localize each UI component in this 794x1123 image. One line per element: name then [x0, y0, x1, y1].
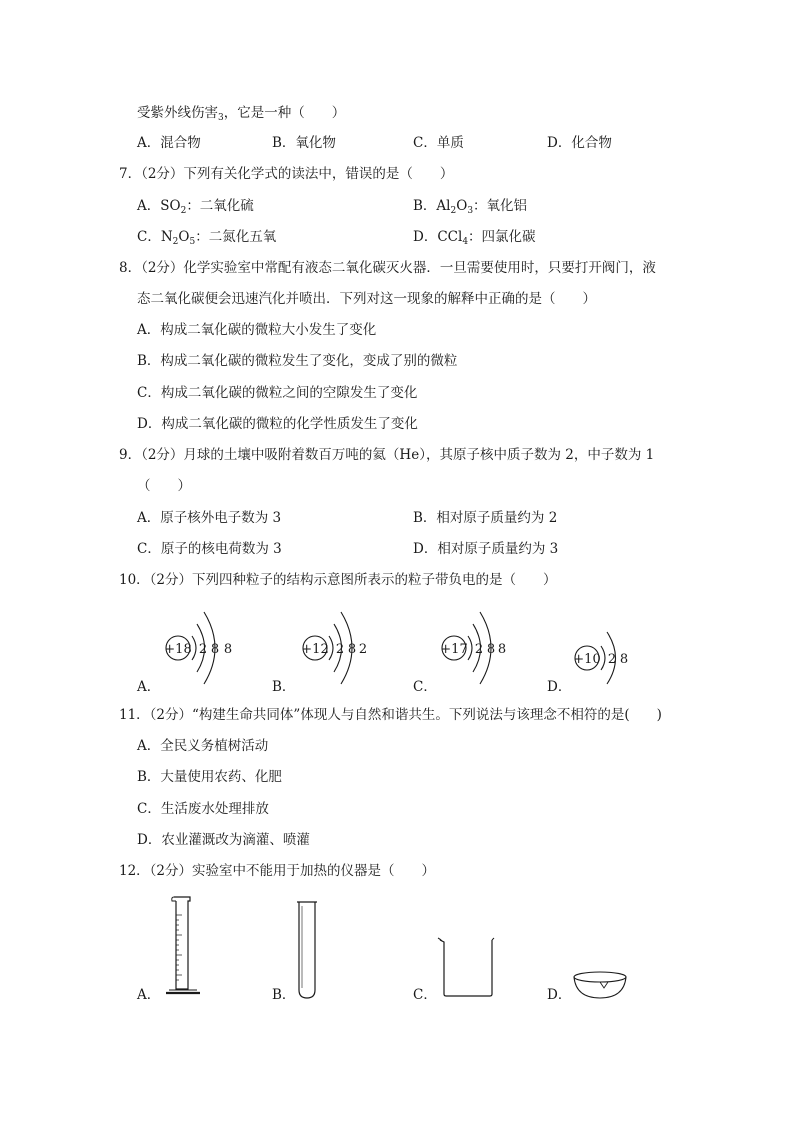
- q7-option-a[interactable]: [137, 197, 254, 215]
- q9-stem-line2: （ ）: [137, 478, 191, 494]
- electron-shell-arc: [468, 636, 472, 660]
- q9-option-d[interactable]: D．相对原子质量约为 3: [413, 541, 559, 557]
- q6-option-a[interactable]: A．混合物: [137, 135, 201, 151]
- q6-continuation: [137, 104, 345, 122]
- q7-b-sub2: 3: [467, 206, 474, 216]
- q7-d-pre: D．CCl: [413, 229, 463, 245]
- evaporating-dish-icon: [570, 968, 632, 1004]
- q6-cont-sub: 3: [218, 113, 224, 123]
- q7-b-post: ：氧化铝: [473, 198, 528, 214]
- q11-option-d[interactable]: D．农业灌溉改为滴灌、喷灌: [137, 832, 310, 848]
- shell-electrons: 8: [619, 652, 629, 667]
- q7-d-sub: 4: [462, 237, 469, 247]
- q8-stem-line2: 态二氧化碳便会迅速汽化并喷出．下列对这一现象的解释中正确的是（ ）: [137, 291, 596, 307]
- q7-c-pre: C．N: [137, 229, 173, 245]
- q7-a-pre: A．SO: [137, 198, 181, 214]
- q10-option-c-label[interactable]: C．: [413, 679, 437, 695]
- q10-option-b-label[interactable]: B．: [272, 679, 296, 695]
- q8-option-a[interactable]: A．构成二氧化碳的微粒大小发生了变化: [137, 322, 377, 338]
- q12-stem: 12．（2分）实验室中不能用于加热的仪器是（ ）: [119, 863, 436, 879]
- atom-diagram-b: [297, 600, 397, 690]
- q11-stem: 11．（2分）“构建生命共同体”体现人与自然和谐共生。下列说法与该理念不相符的是( ): [119, 707, 662, 723]
- shell-electrons: 2: [358, 642, 368, 657]
- q9-option-b[interactable]: B．相对原子质量约为 2: [413, 510, 558, 526]
- q8-option-c[interactable]: C．构成二氧化碳的微粒之间的空隙发生了变化: [137, 385, 418, 401]
- shell-electrons: 2: [198, 642, 208, 657]
- atom-diagram-d: [572, 612, 662, 692]
- q9-stem-line1: 9．（2分）月球的土壤中吸附着数百万吨的氦（He），其原子核中质子数为 2，中子数为 1: [119, 447, 655, 463]
- nucleus-charge: +18: [164, 642, 192, 657]
- q11-option-b[interactable]: B．大量使用农药、化肥: [137, 769, 282, 785]
- shell-electrons: 8: [223, 642, 233, 657]
- q12-option-c-label[interactable]: C．: [413, 987, 437, 1003]
- q7-c-post: ：二氮化五氧: [195, 229, 277, 245]
- shell-electrons: 2: [335, 642, 345, 657]
- test-tube-icon: [292, 898, 322, 1002]
- electron-shell-arc: [329, 636, 333, 660]
- q7-c-sub1: 2: [172, 237, 179, 247]
- q10-option-a-label[interactable]: A．: [137, 679, 161, 695]
- q12-option-d-label[interactable]: D．: [547, 987, 572, 1003]
- q6-option-b[interactable]: B．氧化物: [272, 135, 336, 151]
- shell-electrons: 8: [347, 642, 357, 657]
- q9-option-a[interactable]: A．原子核外电子数为 3: [137, 510, 282, 526]
- nucleus-charge: +10: [573, 652, 601, 667]
- shell-electrons: 2: [474, 642, 484, 657]
- electron-shell-arc: [192, 636, 196, 660]
- q12-option-b-label[interactable]: B．: [272, 987, 296, 1003]
- q7-stem: 7．（2分）下列有关化学式的读法中，错误的是（ ）: [119, 166, 454, 182]
- q7-b-pre: B．Al: [413, 198, 451, 214]
- shell-electrons: 8: [210, 642, 220, 657]
- q7-c-sub2: 5: [189, 237, 196, 247]
- atom-diagram-c: [436, 600, 536, 690]
- q8-option-b[interactable]: B．构成二氧化碳的微粒发生了变化，变成了别的微粒: [137, 353, 458, 369]
- q7-a-post: ：二氧化硫: [186, 198, 254, 214]
- q7-b-sub1: 2: [450, 206, 457, 216]
- shell-electrons: 8: [497, 642, 507, 657]
- graduated-cylinder-icon: [160, 893, 208, 1003]
- q6-option-d[interactable]: D．化合物: [547, 135, 612, 151]
- q10-option-d-label[interactable]: D．: [547, 679, 572, 695]
- q12-option-a-label[interactable]: A．: [137, 987, 161, 1003]
- electron-shell-arc: [601, 646, 605, 670]
- q7-option-d[interactable]: [413, 228, 536, 246]
- shell-electrons: 8: [486, 642, 496, 657]
- beaker-icon: [436, 936, 498, 1000]
- q11-option-c[interactable]: C．生活废水处理排放: [137, 801, 269, 817]
- atom-diagram-a: [160, 600, 260, 690]
- q7-option-c[interactable]: [137, 228, 276, 246]
- q8-stem-line1: 8．（2分）化学实验室中常配有液态二氧化碳灭火器．一旦需要使用时，只要打开阀门，液: [119, 260, 656, 276]
- q7-a-sub: 2: [180, 206, 187, 216]
- q11-option-a[interactable]: A．全民义务植树活动: [137, 738, 269, 754]
- q10-stem: 10．（2分）下列四种粒子的结构示意图所表示的粒子带负电的是（ ）: [119, 572, 557, 588]
- q6-option-c[interactable]: C．单质: [413, 135, 464, 151]
- q7-option-b[interactable]: [413, 197, 527, 215]
- q9-option-c[interactable]: C．原子的核电荷数为 3: [137, 541, 282, 557]
- shell-electrons: 2: [607, 652, 617, 667]
- q6-cont-text: 受紫外线伤害: [137, 105, 218, 121]
- nucleus-charge: +12: [301, 642, 329, 657]
- nucleus-charge: +17: [440, 642, 468, 657]
- q7-d-post: ：四氯化碳: [468, 229, 536, 245]
- q7-b-mid: O: [456, 198, 468, 214]
- q6-cont-tail: ，它是一种（ ）: [223, 105, 346, 121]
- q8-option-d[interactable]: D．构成二氧化碳的微粒的化学性质发生了变化: [137, 416, 418, 432]
- q7-c-mid: O: [178, 229, 190, 245]
